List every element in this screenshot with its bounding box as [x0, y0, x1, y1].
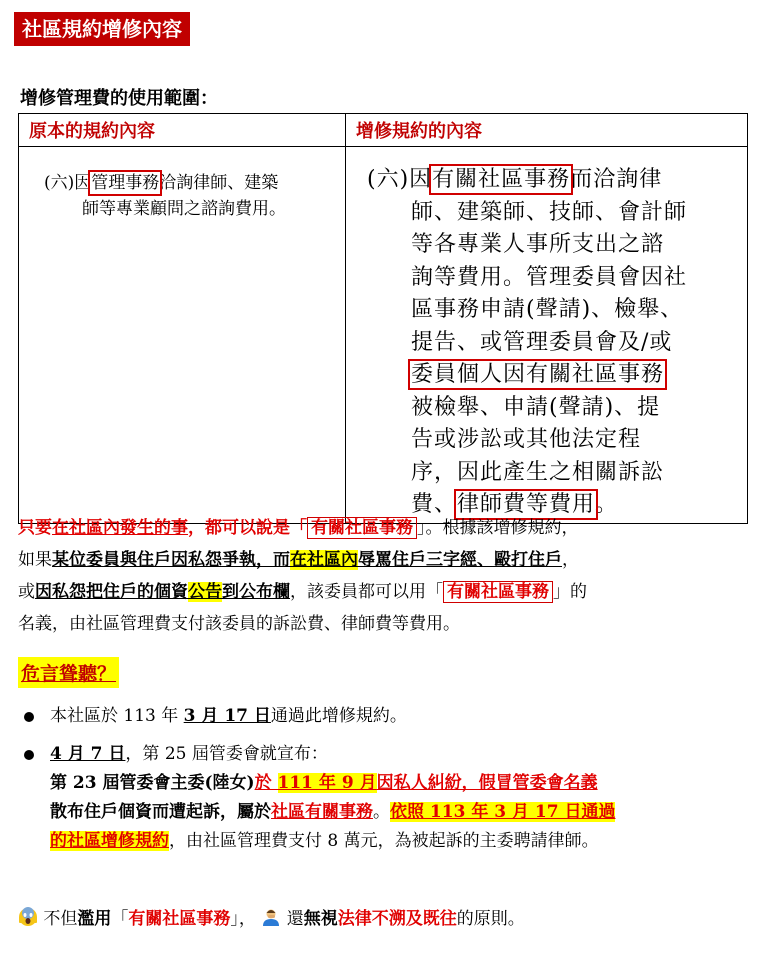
- revised-clause: (六)因有關社區事務而洽詢律 師、建築師、技師、會計師 等各專業人事所支出之諮 詢等費用。管理委員會因社 區事務申請(聲請)、檢舉、 提告、或管理委員會及/或 委員個人因有關社區事務 被檢舉、申請(聲請)、提 告或涉訟或其他法定程 序，因此產生之相關訴訟 費、律師費等費用。: [367, 167, 688, 517]
- section-heading: 增修管理費的使用範圍：: [20, 88, 218, 109]
- screaming-face-icon: [18, 906, 38, 926]
- original-clause-cell: [19, 147, 346, 524]
- paragraph-line-3: 或因私怨把住戶的個資公告到公布欄，該委員都可以用「 有關社區事務 」的: [18, 582, 587, 602]
- header-original: 原本的規約內容: [19, 114, 346, 147]
- paragraph-line-2: 如果某位委員與住戶因私怨爭執，而在社區內辱罵住戶三字經、毆打住戶，: [18, 550, 579, 570]
- boxed-term-lawyer-fees: 律師費等費用: [457, 492, 596, 517]
- closing-line: 不但濫用「有關社區事務」， 還無視法律不溯及既往的原則。: [18, 903, 763, 935]
- paragraph-line-4: 名義，由社區管理費支付該委員的訴訟費、律師費等費用。: [18, 614, 460, 634]
- revised-clause-cell: [346, 147, 748, 524]
- header-revised: 增修規約的內容: [346, 114, 748, 147]
- page-title: 社區規約增修內容: [14, 12, 190, 46]
- boxed-term-personal: 委員個人因有關社區事務: [411, 362, 665, 387]
- comparison-table: [18, 113, 748, 524]
- warning-heading: 危言聳聽？: [18, 657, 119, 688]
- boxed-term-community-affairs: 有關社區事務: [432, 167, 571, 192]
- bullet-dot: [24, 750, 34, 760]
- paragraph-line-1: 只要在社區內發生的事，都可以說是「 有關社區事務 」。根據該增修規約，: [18, 518, 579, 538]
- bullet-item-2: 4 月 7 日，第 25 屆管委會就宣布： 第 23 屆管委會主委(陸女)於 111 年 9 月因私人糾紛，假冒管委會名義 散布住戶個資而遭起訴，屬於社區有關事務。依照 113 年 3 月 17 日通過 的社區增修規約，由社區管理費支付 8 萬元，為被起訴的主委聘請律師。: [18, 740, 615, 856]
- explanation-paragraph: [18, 512, 763, 640]
- bullet-item-1: 本社區於 113 年 3 月 17 日通過此增修規約。: [18, 702, 407, 731]
- original-clause: (六)因管理事務洽詢律師、建築 師等專業顧問之諮詢費用。: [44, 173, 286, 219]
- person-facepalm-icon: [261, 906, 281, 926]
- boxed-term-management: 管理事務: [91, 173, 160, 193]
- bullet-dot: [24, 712, 34, 722]
